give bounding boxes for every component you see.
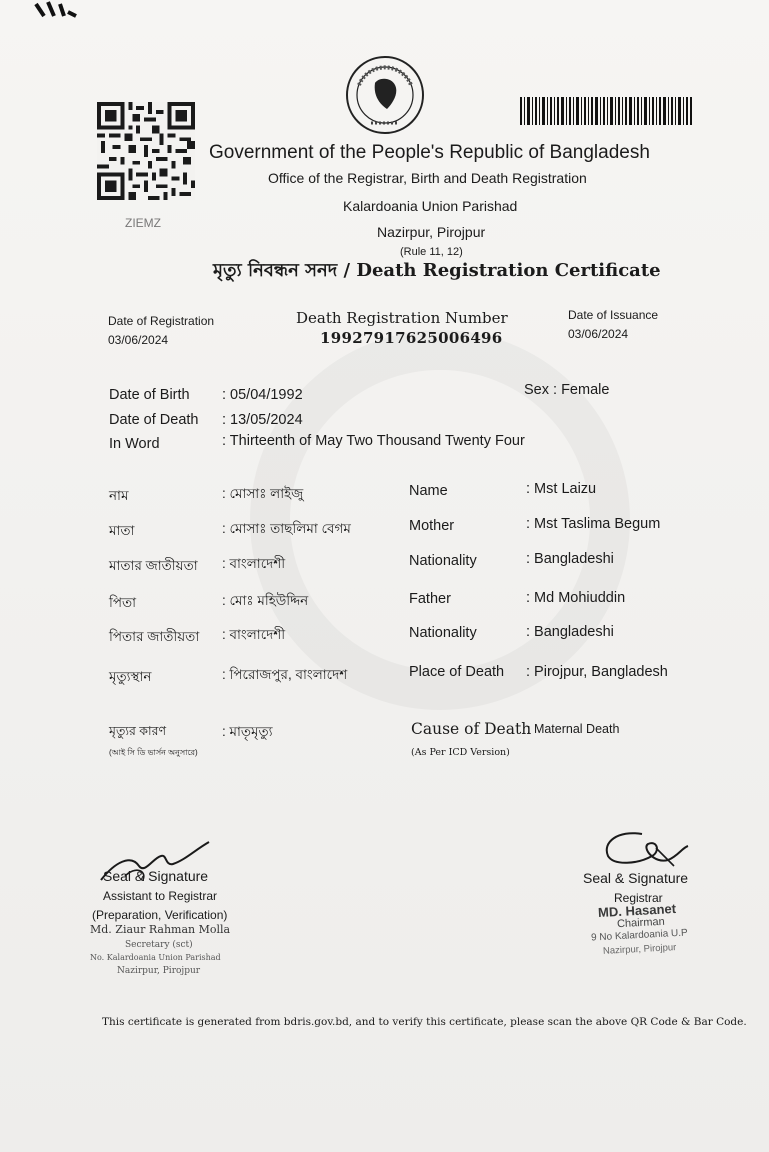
left-seal-signature-title: Seal & Signature — [103, 868, 209, 884]
registration-number-label: Death Registration Number — [296, 309, 508, 327]
father-nationality-bn-label: পিতার জাতীয়তা — [109, 629, 200, 644]
certificate-title: মৃত্যু নিবন্ধন সনদ / Death Registration Certificate — [213, 260, 661, 281]
cause-bn-value: : মাতৃমৃত্যু — [222, 724, 273, 739]
mother-bn-value: : মোসাঃ তাছলিমা বেগম — [222, 521, 351, 536]
left-role-detail: (Preparation, Verification) — [92, 908, 228, 922]
father-en-value: : Md Mohiuddin — [526, 590, 626, 606]
father-nationality-bn-value: : বাংলাদেশী — [222, 627, 286, 642]
mother-en-value: : Mst Taslima Begum — [526, 516, 661, 532]
qr-code[interactable] — [97, 102, 195, 200]
union-heading: Kalardoania Union Parishad — [343, 198, 518, 214]
office-heading: Office of the Registrar, Birth and Death Registration — [268, 170, 587, 186]
left-stamp-title: Secretary (sct) — [125, 940, 193, 950]
mother-nationality-en-label: Nationality — [409, 553, 477, 569]
qr-caption: ZIEMZ — [125, 216, 161, 230]
right-stamp-place: Nazirpur, Pirojpur — [602, 942, 677, 957]
name-bn-label: নাম — [109, 488, 129, 503]
left-stamp-office: No. Kalardoania Union Parishad — [90, 953, 221, 962]
date-of-issuance-label: Date of Issuance — [568, 308, 659, 322]
name-en-label: Name — [409, 483, 448, 499]
date-of-registration-label: Date of Registration — [108, 314, 215, 328]
cause-en-value: : Maternal Death — [527, 722, 620, 736]
scan-artifact — [30, 0, 80, 18]
father-bn-value: : মোঃ মহিউদ্দিন — [222, 593, 309, 608]
government-emblem — [345, 55, 425, 135]
in-word-value: : Thirteenth of May Two Thousand Twenty Four — [222, 433, 525, 449]
sex-value: Sex : Female — [524, 382, 610, 398]
left-stamp-name: Md. Ziaur Rahman Molla — [90, 923, 231, 936]
mother-nationality-bn-label: মাতার জাতীয়তা — [109, 558, 198, 573]
right-stamp-office: 9 No Kalardoania U.P — [590, 927, 688, 944]
father-bn-label: পিতা — [109, 595, 137, 610]
name-bn-value: : মোসাঃ লাইজু — [222, 486, 304, 501]
cause-en-sub: (As Per ICD Version) — [411, 747, 510, 758]
government-heading: Government of the People's Republic of Bangladesh — [209, 142, 650, 163]
place-of-death-bn-value: : পিরোজপুর, বাংলাদেশ — [222, 667, 348, 682]
location-heading: Nazirpur, Pirojpur — [377, 224, 486, 240]
date-of-birth-label: Date of Birth — [109, 387, 190, 403]
cause-en-label: Cause of Death — [411, 720, 532, 738]
rule-reference: (Rule 11, 12) — [400, 246, 463, 258]
father-en-label: Father — [409, 591, 451, 607]
right-stamp-title: Chairman — [616, 915, 665, 931]
date-of-birth-value: : 05/04/1992 — [222, 387, 303, 403]
mother-bn-label: মাতা — [109, 523, 135, 538]
father-nationality-en-label: Nationality — [409, 625, 477, 641]
place-of-death-en-value: : Pirojpur, Bangladesh — [526, 664, 668, 680]
cause-bn-sub: (আই সি ডি ভার্সন অনুসারে) — [109, 748, 198, 757]
place-of-death-en-label: Place of Death — [409, 664, 505, 680]
date-of-registration-value: 03/06/2024 — [108, 333, 169, 347]
footer-note: This certificate is generated from bdris.gov.bd, and to verify this certificate, please scan the above QR Code & Bar Code. — [102, 1016, 747, 1028]
cause-bn-label: মৃত্যুর কারণ — [109, 724, 167, 738]
date-of-issuance-value: 03/06/2024 — [568, 327, 629, 341]
date-of-death-label: Date of Death — [109, 412, 199, 428]
mother-nationality-en-value: : Bangladeshi — [526, 551, 614, 567]
registration-number-value: 19927917625006496 — [320, 329, 503, 347]
right-signature-scribble — [598, 826, 693, 876]
date-of-death-value: : 13/05/2024 — [222, 412, 303, 428]
place-of-death-bn-label: মৃত্যুস্থান — [109, 669, 152, 684]
right-stamp-name: MD. Hasanet — [597, 900, 677, 921]
father-nationality-en-value: : Bangladeshi — [526, 624, 614, 640]
mother-nationality-bn-value: : বাংলাদেশী — [222, 556, 286, 571]
in-word-label: In Word — [109, 436, 160, 452]
left-stamp-place: Nazirpur, Pirojpur — [117, 966, 201, 976]
name-en-value: : Mst Laizu — [526, 481, 597, 497]
left-role: Assistant to Registrar — [103, 889, 218, 903]
right-role: Registrar — [614, 891, 663, 905]
mother-en-label: Mother — [409, 518, 455, 534]
barcode[interactable] — [520, 97, 692, 125]
right-seal-signature-title: Seal & Signature — [583, 870, 689, 886]
